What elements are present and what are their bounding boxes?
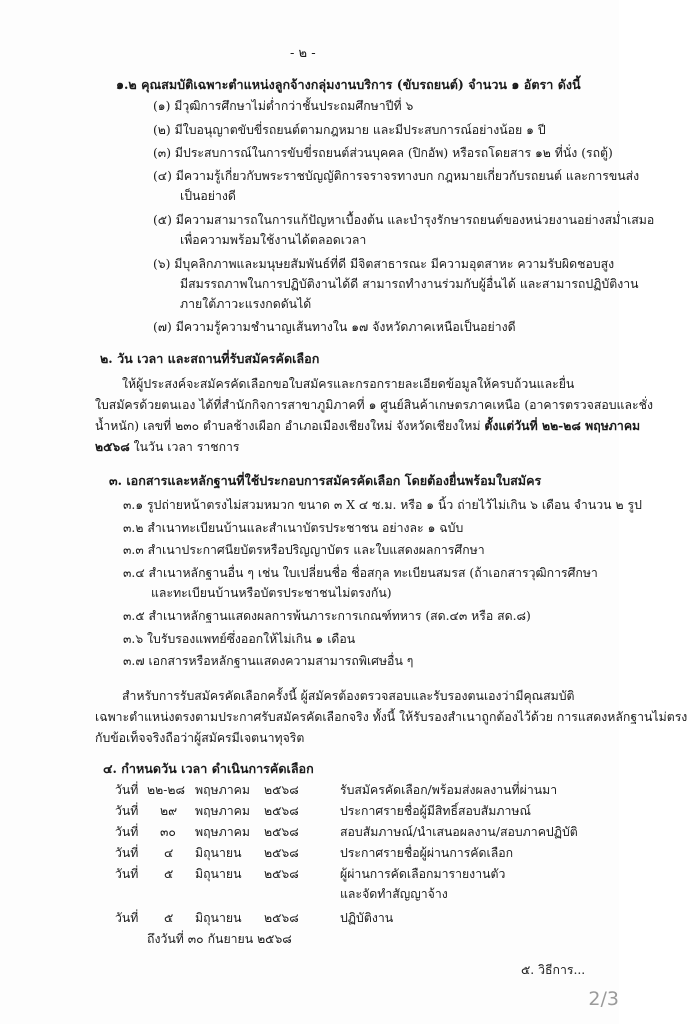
schedule-year: ๒๕๖๘ (264, 911, 299, 925)
schedule-year: ๒๕๖๘ (264, 783, 299, 797)
schedule-day: ๕ (164, 867, 174, 881)
qualification-item: (๓) มีประสบการณ์ในการขับขี่รถยนต์ส่วนบุคคล (ปิกอัพ) หรือรถโดยสาร ๑๒ ที่นั่ง (รถตู้) (153, 146, 613, 160)
schedule-day: ๕ (164, 911, 174, 925)
schedule-month: พฤษภาคม (195, 783, 250, 797)
schedule-until: ถึงวันที่ ๓๐ กันยายน ๒๕๖๘ (147, 932, 292, 946)
schedule-day: ๓๐ (160, 825, 176, 839)
page-number: - ๒ - (290, 46, 316, 61)
section-3-note: สำหรับการรับสมัครคัดเลือกครั้งนี้ ผู้สมัครต้องตรวจสอบและรับรองตนเองว่ามีคุณสมบัติ (122, 689, 575, 703)
schedule-label: วันที่ (115, 804, 139, 818)
document-item: ๓.๗ เอกสารหรือหลักฐานแสดงความสามารถพิเศษอื่น ๆ (123, 654, 414, 668)
schedule-month: พฤษภาคม (195, 804, 250, 818)
schedule-year: ๒๕๖๘ (264, 846, 299, 860)
section-4-title: ๔. กำหนดวัน เวลา ดำเนินการคัดเลือก (103, 761, 314, 776)
schedule-activity: ประกาศรายชื่อผู้ผ่านการคัดเลือก (340, 846, 514, 860)
section-2-title: ๒. วัน เวลา และสถานที่รับสมัครคัดเลือก (100, 351, 320, 366)
schedule-year: ๒๕๖๘ (264, 867, 299, 881)
document-item-continued: และทะเบียนบ้านหรือบัตรประชาชนไม่ตรงกัน) (151, 586, 392, 600)
schedule-activity: ผู้ผ่านการคัดเลือกมารายงานตัว (340, 867, 506, 881)
section-2-line: ใบสมัครด้วยตนเอง ได้ที่สำนักกิจการสาขาภูมิภาคที่ ๑ ศูนย์สินค้าเกษตรภาคเหนือ (อาคารตรวจสอบและชั่ง (95, 398, 653, 412)
schedule-label: วันที่ (115, 783, 139, 797)
schedule-year: ๒๕๖๘ (264, 825, 299, 839)
schedule-activity: สอบสัมภาษณ์/นำเสนอผลงาน/สอบภาคปฏิบัติ (340, 825, 578, 839)
document-item: ๓.๑ รูปถ่ายหน้าตรงไม่สวมหมวก ขนาด ๓ X ๔ ซ.ม. หรือ ๑ นิ้ว ถ่ายไว้ไม่เกิน ๖ เดือน จำนวน ๒ รูป (123, 498, 642, 512)
schedule-month: มิถุนายน (195, 911, 242, 925)
section-2-line: ให้ผู้ประสงค์จะสมัครคัดเลือกขอใบสมัครและกรอกรายละเอียดข้อมูลให้ครบถ้วนและยื่น (122, 377, 575, 391)
qualification-item: (๗) มีความรู้ความชำนาญเส้นทางใน ๑๗ จังหวัดภาคเหนือเป็นอย่างดี (153, 320, 516, 334)
qualification-item: (๒) มีใบอนุญาตขับขี่รถยนต์ตามกฎหมาย และมีประสบการณ์อย่างน้อย ๑ ปี (153, 123, 546, 137)
qualification-item-continued: ภายใต้ภาวะแรงกดดันได้ (180, 297, 312, 311)
section-3-title: ๓. เอกสารและหลักฐานที่ใช้ประกอบการสมัครคัดเลือก โดยต้องยื่นพร้อมใบสมัคร (109, 473, 542, 488)
schedule-label: วันที่ (115, 867, 139, 881)
schedule-year: ๒๕๖๘ (264, 804, 299, 818)
schedule-label: วันที่ (115, 846, 139, 860)
qualification-item: (๕) มีความสามารถในการแก้ปัญหาเบื้องต้น และบำรุงรักษารถยนต์ของหน่วยงานอย่างสม่ำเสมอ (153, 213, 655, 227)
section-2-line: น้ำหนัก) เลขที่ ๒๓๐ ตำบลช้างเผือก อำเภอเมืองเชียงใหม่ จังหวัดเชียงใหม่ ตั้งแต่วันที่ ๒๒-๒๘ พฤษภาคม (95, 418, 641, 433)
document-item: ๓.๒ สำเนาทะเบียนบ้านและสำเนาบัตรประชาชน อย่างละ ๑ ฉบับ (123, 521, 464, 535)
document-item: ๓.๔ สำเนาหลักฐานอื่น ๆ เช่น ใบเปลี่ยนชื่อ ชื่อสกุล ทะเบียนสมรส (ถ้าเอกสารวุฒิการศึกษา (123, 566, 598, 580)
section-3-note: เฉพาะตำแหน่งตรงตามประกาศรับสมัครคัดเลือกจริง ทั้งนี้ ให้รับรองสำเนาถูกต้องไว้ด้วย การแสดงหลักฐานไม่ตรง (95, 710, 687, 724)
schedule-day: ๒๒-๒๘ (147, 783, 185, 797)
schedule-label: วันที่ (115, 825, 139, 839)
schedule-activity: รับสมัครคัดเลือก/พร้อมส่งผลงานที่ผ่านมา (340, 783, 558, 797)
section-1-2-title: ๑.๒ คุณสมบัติเฉพาะตำแหน่งลูกจ้างกลุ่มงานบริการ (ขับรถยนต์) จำนวน ๑ อัตรา ดังนี้ (116, 77, 581, 92)
schedule-activity-continued: และจัดทำสัญญาจ้าง (340, 887, 448, 901)
schedule-month: พฤษภาคม (195, 825, 250, 839)
schedule-activity: ปฏิบัติงาน (340, 911, 394, 925)
document-item: ๓.๕ สำเนาหลักฐานแสดงผลการพ้นภาระการเกณฑ์ทหาร (สด.๔๓ หรือ สด.๘) (123, 609, 531, 623)
qualification-item-continued: มีสมรรถภาพในการปฏิบัติงานได้ดี สามารถทำงานร่วมกับผู้อื่นได้ และสามารถปฏิบัติงาน (180, 277, 639, 291)
qualification-item: (๔) มีความรู้เกี่ยวกับพระราชบัญญัติการจราจรทางบก กฎหมายเกี่ยวกับรถยนต์ และการขนส่ง (153, 169, 640, 183)
schedule-day: ๔ (164, 846, 174, 860)
schedule-activity: ประกาศรายชื่อผู้มีสิทธิ์สอบสัมภาษณ์ (340, 804, 531, 818)
qualification-item: (๖) มีบุคลิกภาพและมนุษยสัมพันธ์ที่ดี มีจิตสาธารณะ มีความอุตสาหะ ความรับผิดชอบสูง (153, 257, 615, 271)
page-indicator: 2/3 (588, 988, 619, 1010)
qualification-item-continued: เพื่อความพร้อมใช้งานได้ตลอดเวลา (180, 233, 367, 247)
schedule-day: ๒๙ (160, 804, 178, 818)
schedule-month: มิถุนายน (195, 846, 242, 860)
next-section-continuation: ๕. วิธีการ... (521, 963, 586, 977)
document-item: ๓.๓ สำเนาประกาศนียบัตรหรือปริญญาบัตร และใบแสดงผลการศึกษา (123, 543, 485, 557)
document-item: ๓.๖ ใบรับรองแพทย์ซึ่งออกให้ไม่เกิน ๑ เดือน (123, 632, 356, 646)
schedule-label: วันที่ (115, 911, 139, 925)
qualification-item: (๑) มีวุฒิการศึกษาไม่ต่ำกว่าชั้นประถมศึกษาปีที่ ๖ (153, 99, 414, 113)
section-2-line: ๒๕๖๘ ในวัน เวลา ราชการ (95, 439, 240, 454)
qualification-item-continued: เป็นอย่างดี (180, 189, 236, 203)
schedule-month: มิถุนายน (195, 867, 242, 881)
section-3-note: กับข้อเท็จจริงถือว่าผู้สมัครมีเจตนาทุจริต (95, 731, 305, 745)
